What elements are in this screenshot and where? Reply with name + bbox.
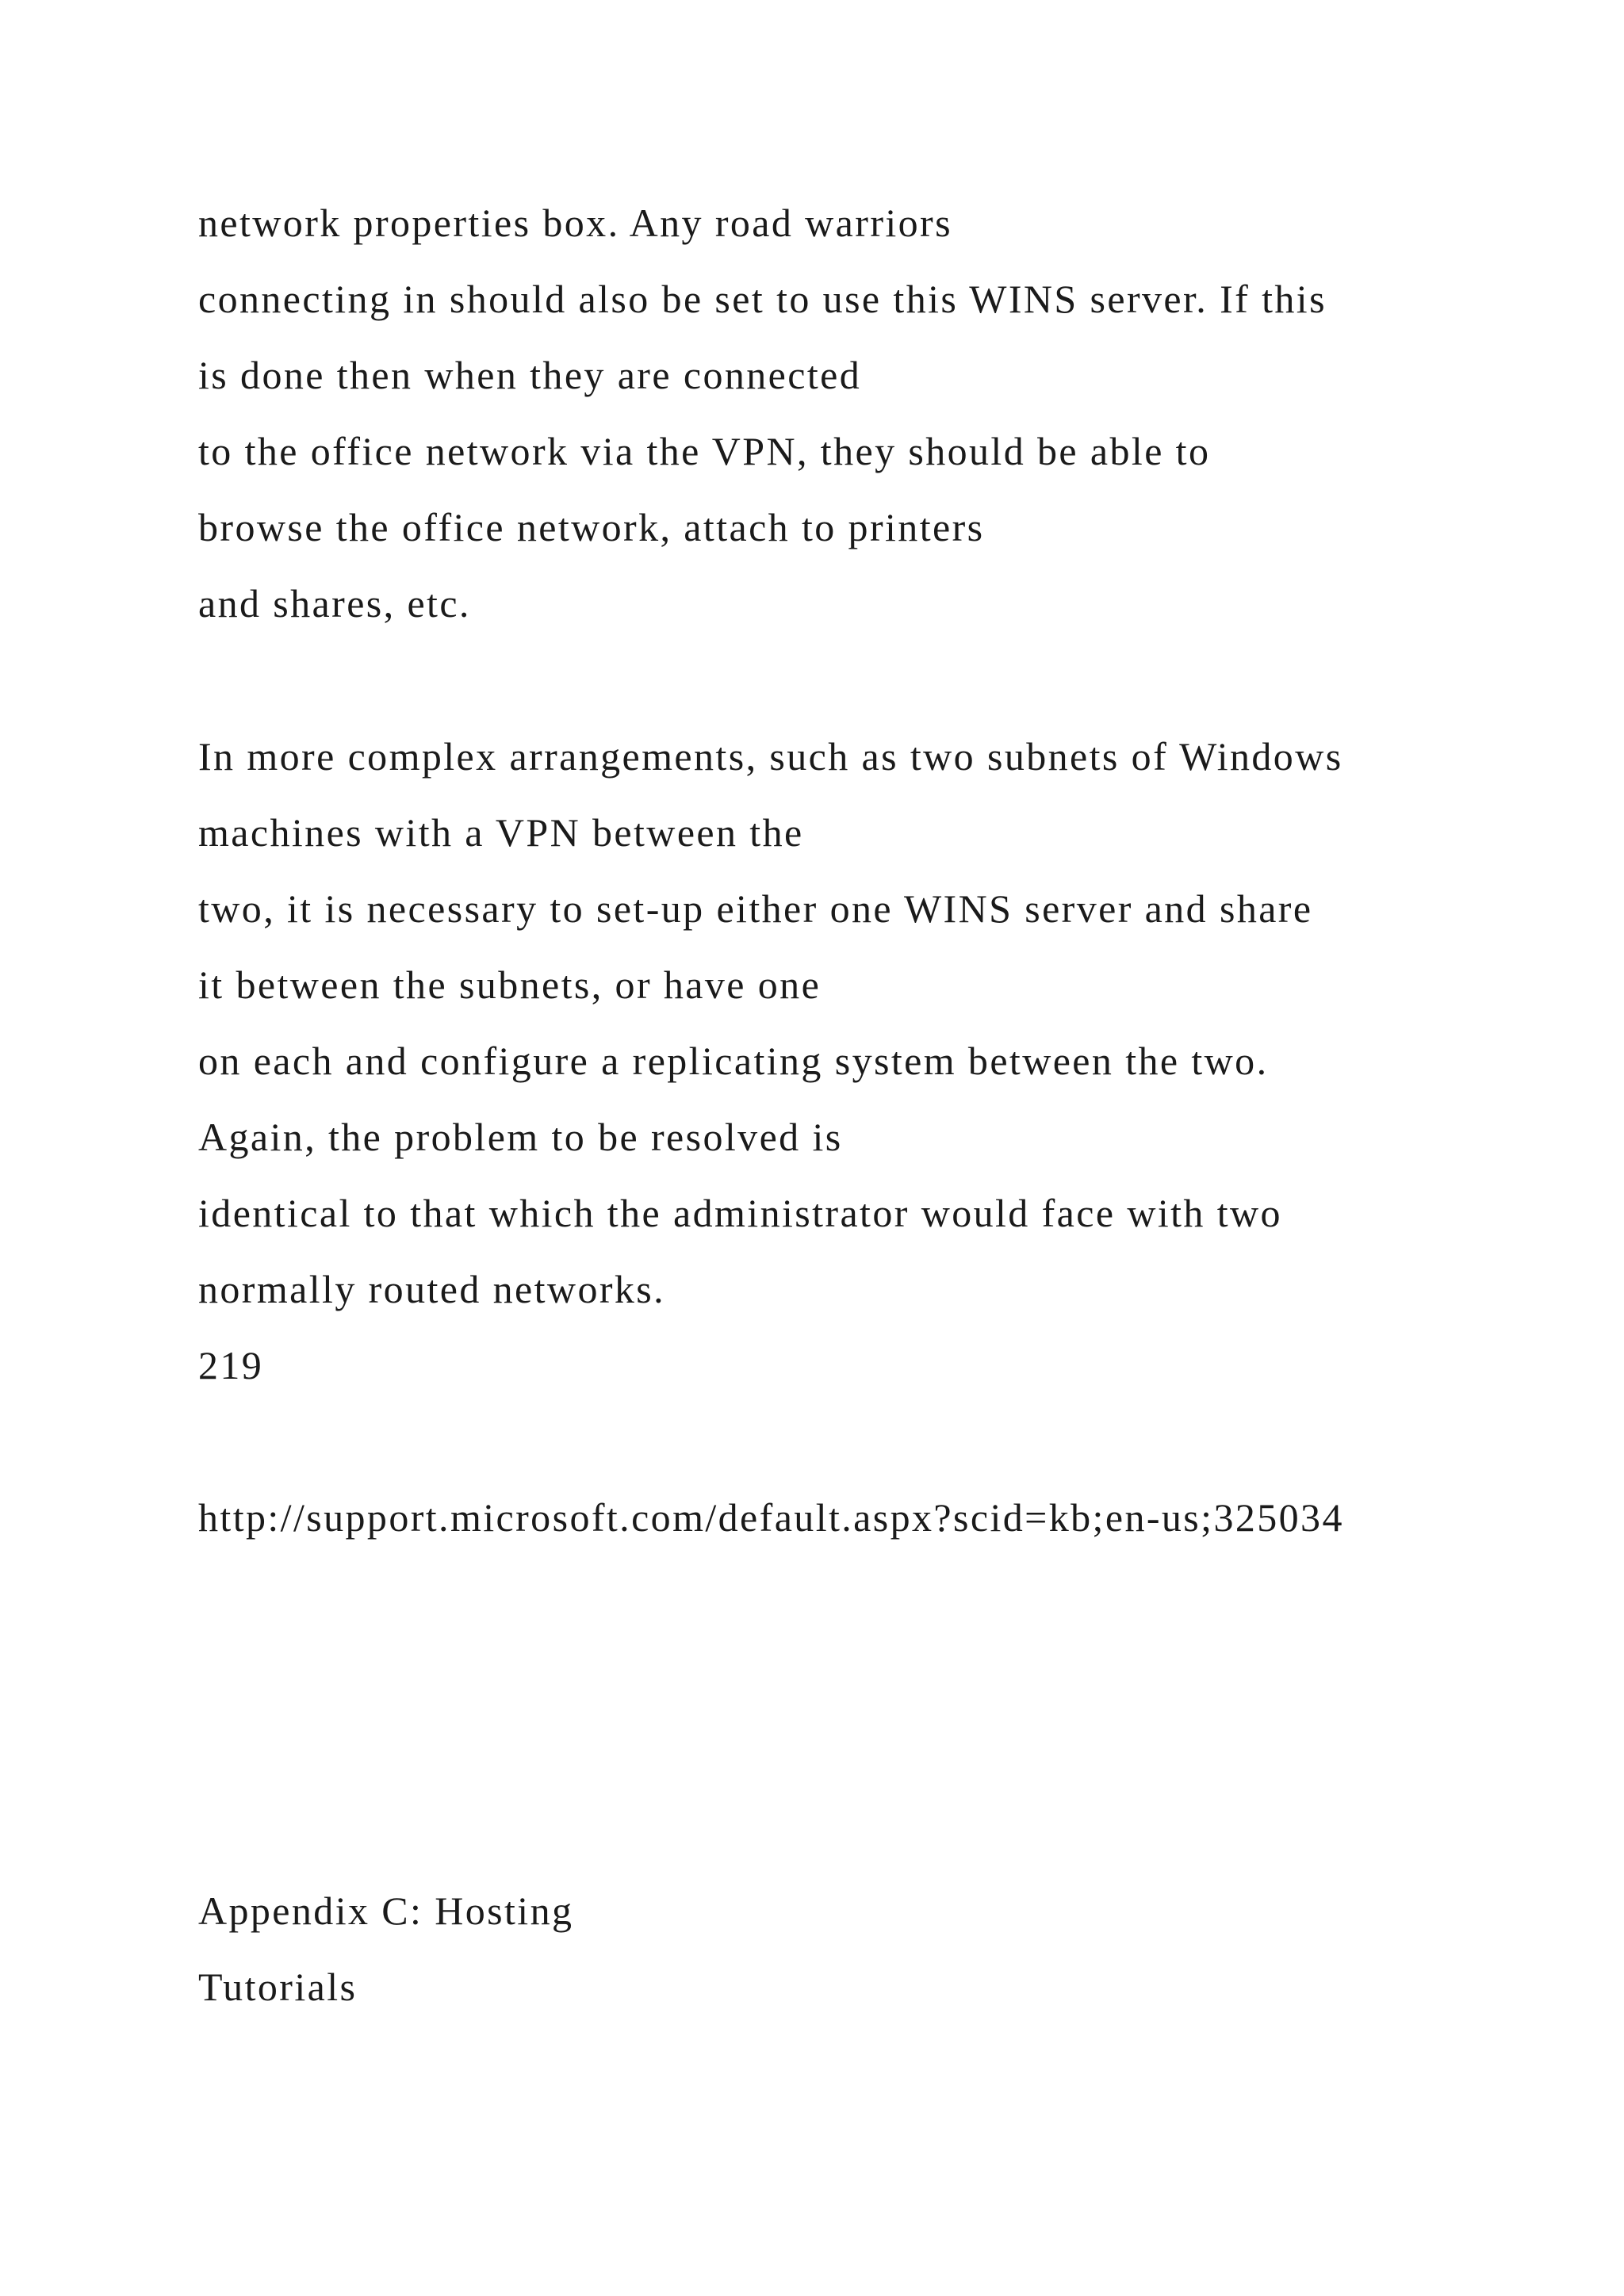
text-line: it between the subnets, or have one xyxy=(198,962,822,1007)
text-line: machines with a VPN between the xyxy=(198,810,804,855)
text-line: on each and configure a replicating system between the two. xyxy=(198,1039,1269,1083)
appendix-heading: Appendix C: Hosting xyxy=(198,1888,574,1933)
text-line: identical to that which the administrator would face with two xyxy=(198,1191,1282,1235)
reference-url: http://support.microsoft.com/default.aspx?scid=kb;en-us;325034 xyxy=(198,1495,1344,1540)
page-number: 219 xyxy=(198,1343,264,1387)
text-line: browse the office network, attach to printers xyxy=(198,505,985,549)
text-line: is done then when they are connected xyxy=(198,353,862,397)
text-line: network properties box. Any road warriors xyxy=(198,201,952,245)
text-line: In more complex arrangements, such as two subnets of Windows xyxy=(198,734,1343,779)
appendix-subheading: Tutorials xyxy=(198,1965,358,2009)
text-line: connecting in should also be set to use this WINS server. If this xyxy=(198,277,1327,321)
text-line: and shares, etc. xyxy=(198,581,471,626)
text-line: Again, the problem to be resolved is xyxy=(198,1115,843,1159)
text-line: normally routed networks. xyxy=(198,1267,666,1311)
text-line: to the office network via the VPN, they should be able to xyxy=(198,429,1211,473)
text-line: two, it is necessary to set-up either one WINS server and share xyxy=(198,886,1313,931)
